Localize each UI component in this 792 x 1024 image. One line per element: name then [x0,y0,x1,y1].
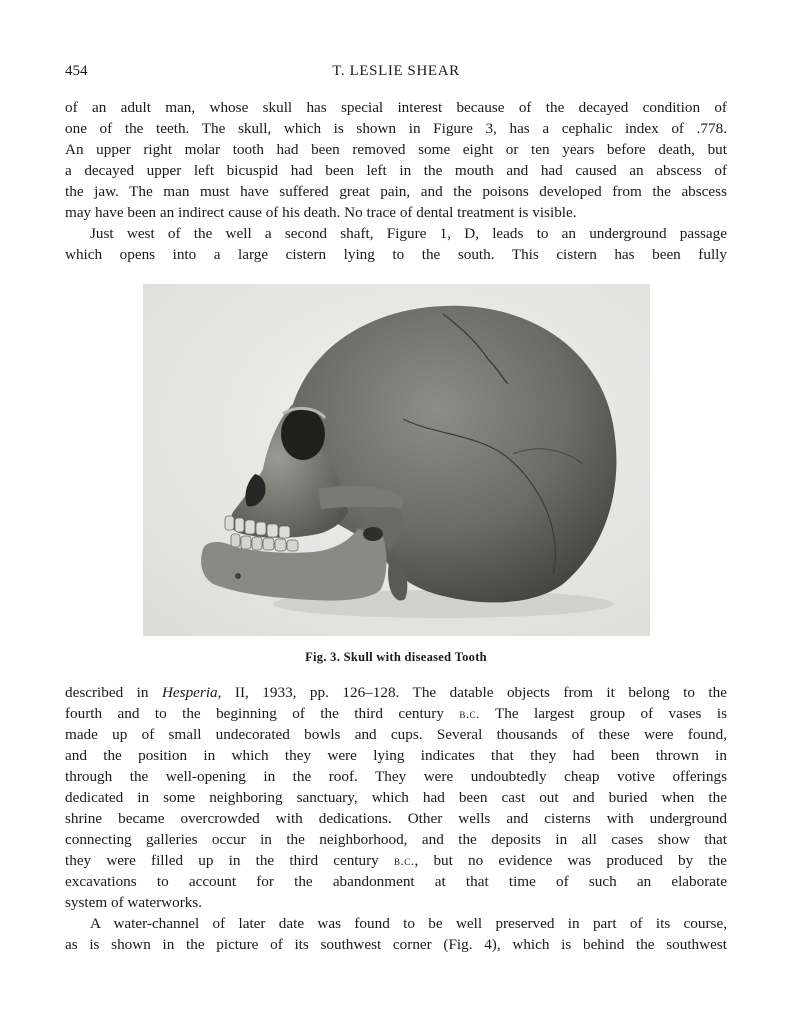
era-abbreviation: b.c. [393,853,415,868]
text-line: through the well-opening in the roof. They were undoubtedly cheap votive offerings [65,768,727,785]
text-line: excavations to account for the abandonment at that time of such an elaborate [65,873,727,890]
text-line: as is shown in the picture of its southwest corner (Fig. 4), which is behind the southwest [65,936,727,953]
text-line: and the position in which they were lying indicates that they had been thrown in [65,747,727,764]
running-head: T. LESLIE SHEAR [332,63,460,79]
text-line [65,682,727,703]
page-header [65,63,727,85]
text-line: one of the teeth. The skull, which is shown in Figure 3, has a cephalic index of .778. [65,120,727,137]
paragraph-water-channel [65,913,727,955]
text-line: dedicated in some neighboring sanctuary, which had been cast out and buried when the [65,789,727,806]
text-line: a decayed upper left bicuspid had been left in the mouth and had caused an abscess of [65,162,727,179]
era-abbreviation: b.c. [459,706,480,721]
text-fragment: , but no evidence was produced by the [414,852,727,869]
paragraph-shaft [65,223,727,265]
text-line: the jaw. The man must have suffered great pain, and the poisons developed from the abscess [65,183,727,200]
text-line [65,850,727,871]
text-line: which opens into a large cistern lying to the south. This cistern has been fully [65,246,727,263]
paragraph-cistern-deposits [65,682,727,913]
text-fragment: they were filled up in the third century [65,852,394,869]
text-line: of an adult man, whose skull has special interest because of the decayed condition of [65,99,727,116]
text-fragment: The largest group of vases is [479,705,727,722]
text-line: system of waterworks. [65,894,203,911]
text-line: made up of small undecorated bowls and cups. Several thousands of these were found, [65,726,727,743]
text-line: Just west of the well a second shaft, Figure 1, D, leads to an underground passage [90,225,727,242]
page-number: 454 [65,63,88,79]
paragraph-skull-description [65,97,727,223]
text-fragment: , II, 1933, pp. 126–128. The datable objects from it belong to the [217,684,727,701]
text-line [65,703,727,724]
journal-title: Hesperia [161,684,218,701]
skull-photograph [143,284,650,636]
text-line: A water-channel of later date was found to be well preserved in part of its course, [90,915,727,932]
figure-caption: Fig. 3. Skull with diseased Tooth [305,650,487,664]
text-line: may have been an indirect cause of his death. No trace of dental treatment is visible. [65,204,577,221]
text-line: An upper right molar tooth had been removed some eight or ten years before death, but [65,141,727,158]
text-fragment: fourth and to the beginning of the third century [65,705,460,722]
skull-illustration [143,284,650,636]
text-line: shrine became overcrowded with dedications. Other wells and cisterns with underground [65,810,727,827]
text-line: connecting galleries occur in the neighborhood, and the deposits in all cases show that [65,831,727,848]
text-fragment: described in [65,684,162,701]
